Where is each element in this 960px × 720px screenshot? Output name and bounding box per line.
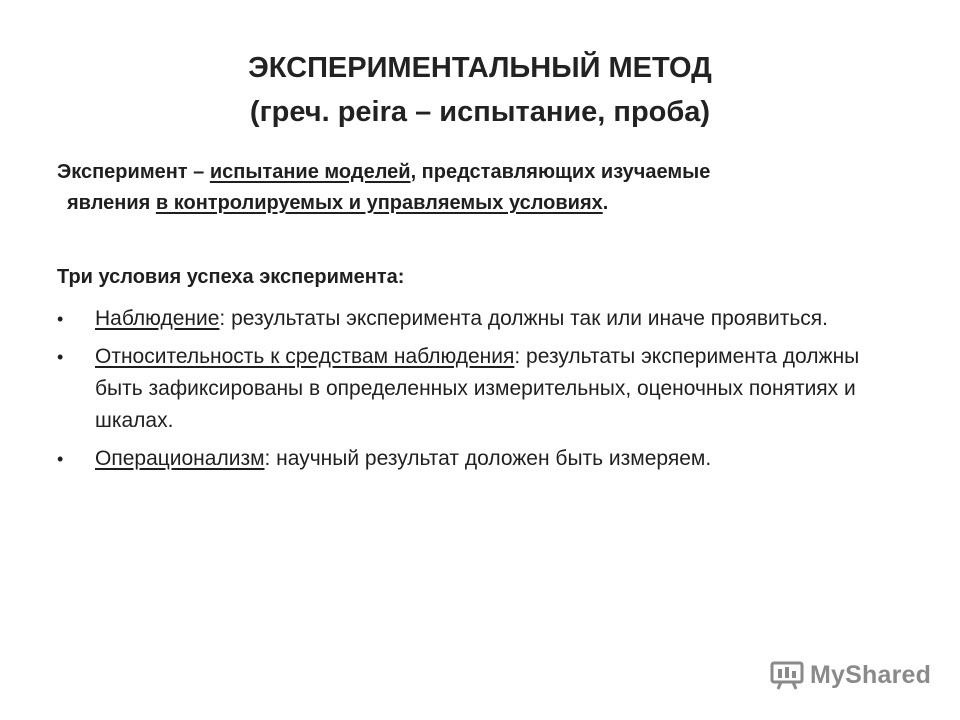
bullet-icon: •	[57, 449, 64, 469]
condition-text: : научный результат доложен быть измеряем.	[264, 447, 712, 470]
bullet-icon: •	[57, 309, 64, 329]
presentation-board-icon	[770, 660, 804, 690]
condition-text: : результаты эксперимента должны быть зафиксированы в определенных измерительных, оценочных понятиях и шкалах.	[95, 345, 860, 432]
definition-line2-suffix: .	[602, 192, 609, 214]
slide-title-line2: (греч. peira – испытание, проба)	[249, 96, 711, 128]
definition-term: Эксперимент –	[57, 161, 210, 183]
definition-middle: , представляющих изучаемые	[410, 161, 711, 183]
conditions-list	[57, 303, 907, 481]
slide-title-line1: ЭКСПЕРИМЕНТАЛЬНЫЙ МЕТОД	[248, 52, 712, 84]
bullet-icon: •	[57, 347, 64, 367]
slide-title	[0, 46, 960, 134]
list-item	[57, 341, 907, 437]
definition-underlined-models: испытание моделей	[209, 161, 411, 183]
watermark-text: MyShared	[810, 660, 932, 689]
definition-line2-prefix: явления	[67, 192, 156, 214]
myshared-watermark	[770, 659, 931, 691]
condition-text: : результаты эксперимента должны так или иначе проявиться.	[219, 307, 829, 330]
condition-term: Относительность к средствам наблюдения	[95, 345, 515, 368]
condition-term: Операционализм	[95, 447, 265, 470]
definition-line2	[57, 188, 897, 219]
list-item	[57, 303, 907, 335]
definition-underlined-conditions: в контролируемых и управляемых условиях	[155, 192, 603, 214]
definition-paragraph	[57, 157, 897, 219]
conditions-heading: Три условия успеха эксперимента:	[57, 266, 405, 288]
list-item	[57, 443, 907, 475]
definition-line1	[57, 157, 897, 188]
condition-term: Наблюдение	[95, 307, 220, 330]
